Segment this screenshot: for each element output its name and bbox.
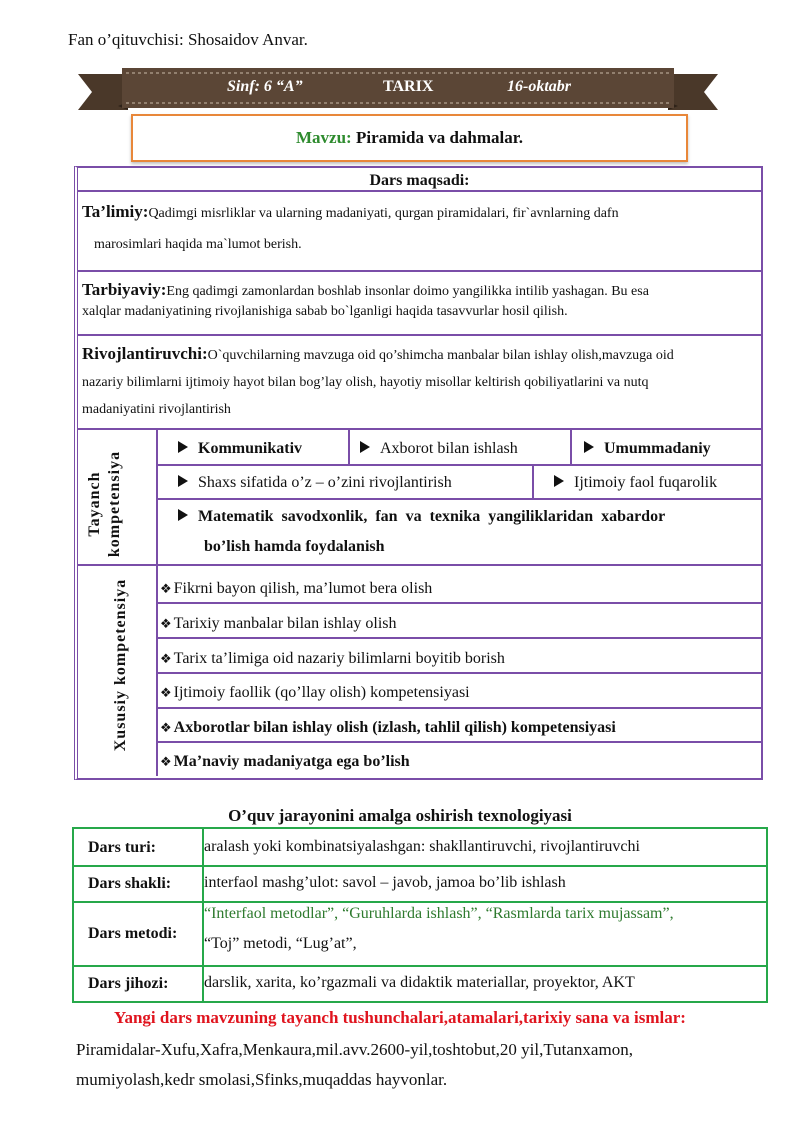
comp-ijtimoiy: Ijtimoiy faol fuqarolik [554, 474, 717, 492]
teacher-name: Fan o’qituvchisi: Shosaidov Anvar. [68, 30, 308, 49]
rivoj-text-cont2: madaniyatini rivojlantirish [82, 402, 231, 417]
comp-matematik: Matematik savodxonlik, fan va texnika yangiliklaridan xabardor [178, 508, 665, 526]
dars-metodi-value-cont: “Toj” metodi, “Lug’at”, [204, 935, 357, 952]
tarbiyaviy-row [82, 280, 649, 300]
rivoj-text: O`quvchilarning mavzuga oid qo’shimcha manbalar bilan ishlay olish,mavzuga oid [207, 348, 674, 363]
comp-kommunikativ: Kommunikativ [178, 440, 302, 458]
concepts-line-1: Piramidalar-Xufu,Xafra,Menkaura,mil.avv.2600-yil,toshtobut,20 yil,Tutanxamon, [76, 1040, 633, 1059]
xususiy-item-3: ❖ Tarix ta’limiga oid nazariy bilimlarni boyitib borish [160, 650, 505, 667]
comp-umummadaniy: Umummadaniy [584, 440, 711, 458]
tayanch-label: Tayanch kompetensiya [86, 450, 123, 558]
dars-shakli-label: Dars shakli: [88, 875, 172, 892]
concepts-line-2: mumiyolash,kedr smolasi,Sfinks,muqaddas hayvonlar. [76, 1070, 448, 1089]
tarbiyaviy-text: Eng qadimgi zamonlardan boshlab insonlar doimo yangilikka intilib yashagan. Bu esa [166, 284, 649, 299]
concepts-title: Yangi dars mavzuning tayanch tushunchalari,atamalari,tarixiy sana va ismlar: [114, 1008, 686, 1027]
comp-shaxs: Shaxs sifatida o’z – o’zini rivojlantirish [178, 474, 452, 492]
talimiy-text-cont: marosimlari haqida ma`lumot berish. [94, 237, 302, 252]
comp-axborot: Axborot bilan ishlash [360, 440, 518, 458]
tarbiyaviy-label: Tarbiyaviy: [82, 280, 167, 299]
dars-turi-label: Dars turi: [88, 839, 156, 856]
dars-jihozi-value: darslik, xarita, ko’rgazmali va didaktik materiallar, proyektor, AKT [204, 974, 635, 991]
goals-header: Dars maqsadi: [369, 172, 470, 189]
talimiy-row [82, 202, 619, 222]
tech-table [72, 827, 768, 1003]
tech-title: O’quv jarayonini amalga oshirish texnologiyasi [228, 806, 572, 825]
rivoj-row [82, 344, 674, 364]
rivoj-label: Rivojlantiruvchi: [82, 344, 208, 363]
xususiy-item-4: ❖ Ijtimoiy faollik (qo’llay olish) kompetensiyasi [160, 684, 470, 701]
dars-metodi-value: “Interfaol metodlar”, “Guruhlarda ishlash”, “Rasmlarda tarix mujassam”, [204, 905, 674, 922]
xususiy-item-6: ❖ Ma’naviy madaniyatga ega bo’lish [160, 753, 410, 770]
class-label: Sinf: 6 “A” [227, 78, 303, 95]
lesson-goals-table [74, 166, 763, 780]
dars-shakli-value: interfaol mashg’ulot: savol – javob, jamoa bo’lib ishlash [204, 874, 566, 891]
topic-title: Piramida va dahmalar. [355, 128, 523, 147]
xususiy-item-1: ❖ Fikrni bayon qilish, ma’lumot bera olish [160, 580, 433, 597]
tarbiyaviy-text-cont: xalqlar madaniyatining rivojlanishiga sabab bo`lganligi haqida tasavvurlar hosil qilish. [82, 304, 568, 319]
xususiy-item-2: ❖ Tarixiy manbalar bilan ishlay olish [160, 615, 397, 632]
date-label: 16-oktabr [507, 78, 571, 95]
dars-metodi-label: Dars metodi: [88, 925, 178, 942]
topic-label: Mavzu: [296, 128, 352, 147]
dars-jihozi-label: Dars jihozi: [88, 975, 169, 992]
rivoj-text-cont1: nazariy bilimlarni ijtimoiy hayot bilan bog’lay olish, hayotiy misollar keltirish qobiliyatlarini va nutq [82, 375, 649, 390]
xususiy-item-5: ❖ Axborotlar bilan ishlay olish (izlash, tahlil qilish) kompetensiyasi [160, 719, 616, 736]
talimiy-label: Ta’limiy: [82, 202, 149, 221]
topic-box [131, 114, 688, 162]
subject-label: TARIX [383, 78, 434, 95]
talimiy-text: Qadimgi misrliklar va ularning madaniyati, qurgan piramidalari, fir`avnlarning dafn [148, 206, 619, 221]
dars-turi-value: aralash yoki kombinatsiyalashgan: shakllantiruvchi, rivojlantiruvchi [204, 838, 640, 855]
comp-matematik-cont: bo’lish hamda foydalanish [204, 538, 385, 555]
xususiy-label: Xususiy kompetensiya [112, 578, 129, 752]
